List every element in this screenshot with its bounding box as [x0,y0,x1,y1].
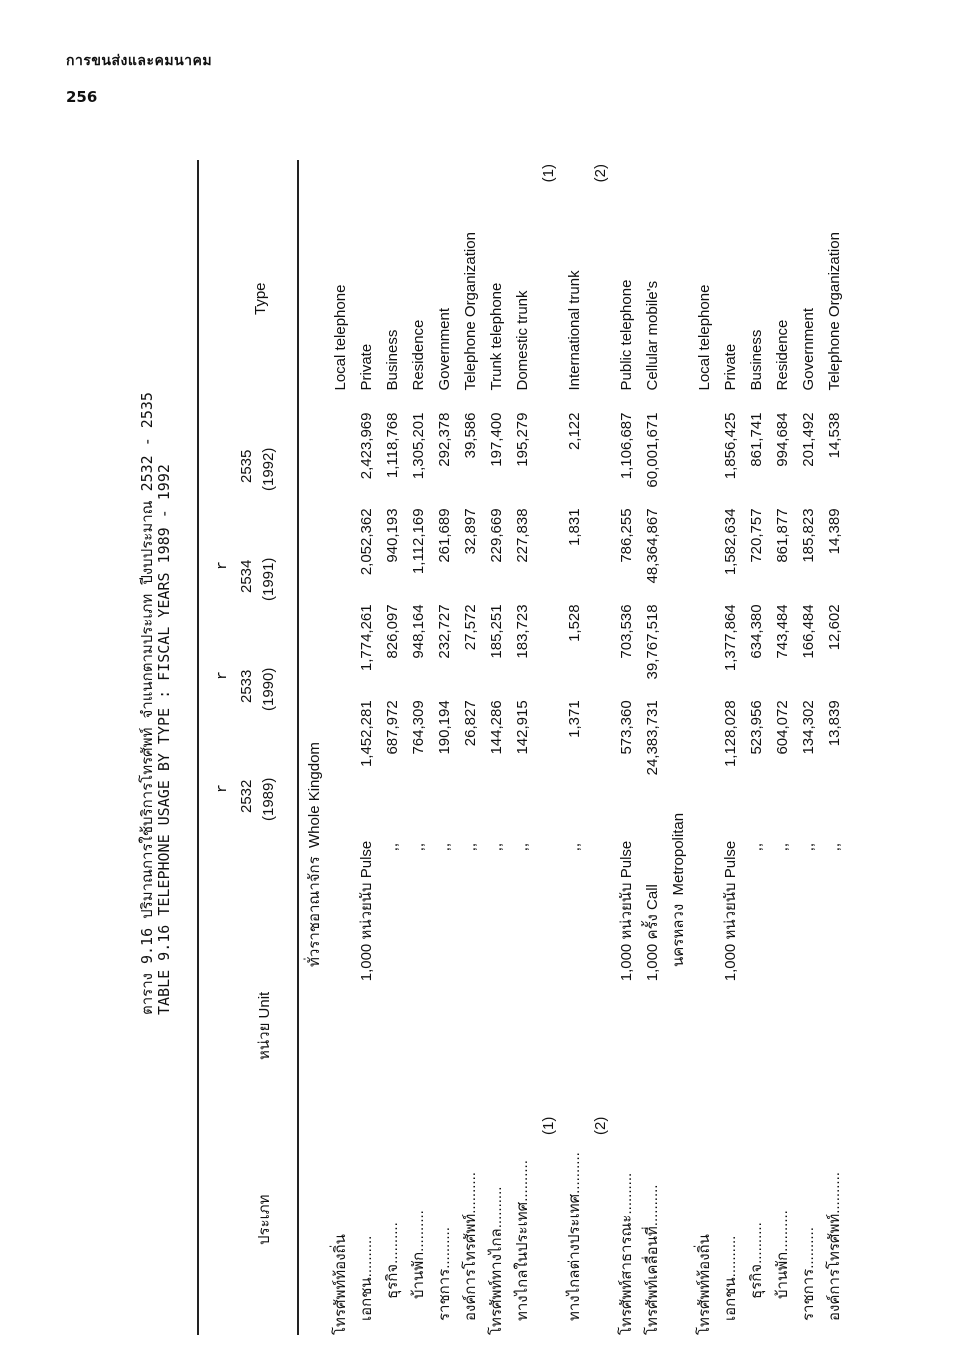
row-type-english: Trunk telephone [488,282,505,391]
row-value-2532: 1,371 [566,700,583,738]
row-value-2535: 1,106,687 [618,412,635,480]
row-unit [406,796,432,981]
section-header [302,160,328,1335]
page-number: 256 [66,88,98,106]
row-value-2532: 190,194 [436,700,453,755]
column-header-type-english: Type [252,282,269,315]
row-type-thai: (1) [540,1116,557,1135]
row-value-2532: 1,452,281 [358,700,375,768]
row-value-2533: 1,377,864 [722,604,739,672]
telephone-usage-table-region [130,160,890,1335]
row-unit-text: ,, [410,842,427,852]
table-row [614,160,640,1335]
row-value-2532: 144,286 [488,700,505,755]
row-type-english: Local telephone [696,284,713,391]
row-value-2534: 940,193 [384,508,401,563]
row-value-2535: 39,586 [462,412,479,459]
row-value-2534 [692,508,718,604]
row-unit [744,796,770,981]
row-value-2535: 994,684 [774,412,791,467]
column-header-year-2532: 2532 [238,779,255,813]
table-row [406,160,432,1335]
row-type-english: Local telephone [332,284,349,391]
row-type-thai: (2) [592,1116,609,1135]
revised-flag-2533: r [214,670,231,680]
row-type-english: Domestic trunk [514,290,531,391]
table-caption-thai: ตาราง 9.16 ปริมาณการใช้บริการโทรศัพท์ จำแนกตามประเภท ปีงบประมาณ 2532 - 2535 [138,392,156,1015]
row-type-thai: บ้านพัก.......... [774,1210,791,1299]
header-bottom-rule [297,160,299,1335]
section-header [666,160,692,1335]
row-type-thai: ธุรกิจ.......... [748,1222,765,1299]
column-header-year-2534: 2534 [238,559,255,593]
row-unit [796,796,822,981]
row-value-2535: 1,305,201 [410,412,427,480]
row-type-english: Business [384,329,401,391]
row-type-thai: ทางไกลต่างประเทศ.......... [566,1152,583,1321]
row-unit-text: ,, [488,842,505,852]
table-top-rule [197,160,199,1335]
row-value-2534 [536,508,562,604]
row-value-2535: 195,279 [514,412,531,467]
telephone-usage-table [302,160,848,1335]
row-unit [380,796,406,981]
row-value-2533 [536,604,562,700]
row-unit-text: ,, [514,842,531,852]
row-type-thai: ราชการ.......... [800,1227,817,1321]
row-value-2534: 229,669 [488,508,505,563]
table-row [510,160,536,1335]
row-type-thai: ราชการ.......... [436,1227,453,1321]
row-value-2533: 948,164 [410,604,427,659]
section-header-row [302,160,328,1335]
row-value-2532: 523,956 [748,700,765,755]
row-value-2532 [536,700,562,796]
row-value-2535: 1,856,425 [722,412,739,480]
row-unit [770,796,796,981]
row-unit [510,796,536,981]
row-type-thai: บ้านพัก.......... [410,1210,427,1299]
row-unit [432,796,458,981]
table-row [328,160,354,1335]
row-value-2533: 1,528 [566,604,583,642]
row-type-thai: เอกชน.......... [722,1235,739,1321]
row-value-2535 [328,413,354,509]
section-label-thai: นครหลวง [670,903,687,967]
row-value-2534: 48,364,867 [644,508,661,584]
section-header-row [666,160,692,1335]
row-value-2534: 861,877 [774,508,791,563]
revised-flag-2534: r [214,560,231,570]
section-label-english: Whole Kingdom [306,742,323,848]
row-value-2533: 634,380 [748,604,765,659]
table-row [588,160,614,1335]
row-type-english: Cellular mobile's [644,280,661,391]
column-header-year-2535: 2535 [238,449,255,483]
row-value-2534 [328,508,354,604]
row-value-2534: 1,831 [566,508,583,546]
row-value-2535: 292,378 [436,412,453,467]
row-type-english: Telephone Organization [462,232,479,391]
row-value-2532 [328,700,354,796]
row-type-english: Government [800,307,817,391]
row-type-english: Telephone Organization [826,232,843,391]
row-value-2535: 197,400 [488,412,505,467]
row-unit-text: 1,000 หน่วยนับ Pulse [722,840,739,982]
section-label-thai: ทั่วราชอาณาจักร [306,856,323,967]
row-value-2534: 32,897 [462,508,479,555]
row-type-thai: องค์การโทรศัพท์.......... [826,1172,843,1321]
row-value-2534: 720,757 [748,508,765,563]
table-row [484,160,510,1335]
row-value-2532: 1,128,028 [722,700,739,768]
row-value-2532: 26,827 [462,700,479,747]
table-row [640,160,666,1335]
row-unit [692,796,718,981]
row-type-thai: โทรศัพท์ทางไกล.......... [488,1186,505,1335]
row-value-2532: 764,309 [410,700,427,755]
row-unit [458,796,484,981]
row-value-2532: 134,302 [800,700,817,755]
row-unit [354,796,380,981]
section-label-english: Metropolitan [670,812,687,896]
row-unit [614,796,640,981]
row-type-english: (2) [592,164,609,183]
column-header-type-thai: ประเภท [256,1194,273,1245]
row-value-2533: 826,097 [384,604,401,659]
row-type-english: Residence [774,319,791,391]
row-unit-text: ,, [462,842,479,852]
row-value-2532: 142,915 [514,700,531,755]
row-value-2532: 573,360 [618,700,635,755]
table-row [822,160,848,1335]
row-unit-text: ,, [800,842,817,852]
row-type-english: Private [722,343,739,391]
row-unit-text: ,, [774,842,791,852]
row-unit [588,796,614,981]
table-caption-english: TABLE 9.16 TELEPHONE USAGE BY TYPE : FISCAL YEARS 1989 - 1992 [155,464,173,1015]
row-unit-text: ,, [566,842,583,852]
row-value-2533: 743,484 [774,604,791,659]
row-value-2535 [692,413,718,509]
table-row [458,160,484,1335]
column-header-year-1991: (1991) [260,557,277,601]
row-value-2534: 2,052,362 [358,508,375,576]
row-value-2535: 201,492 [800,412,817,467]
row-value-2533: 27,572 [462,604,479,651]
row-type-english: Residence [410,319,427,391]
row-unit-text: 1,000 หน่วยนับ Pulse [618,840,635,982]
table-row [770,160,796,1335]
row-unit-text: ,, [748,842,765,852]
row-value-2533 [328,604,354,700]
column-header-year-1990: (1990) [260,667,277,711]
row-value-2534: 261,689 [436,508,453,563]
row-unit-text: 1,000 หน่วยนับ Pulse [358,840,375,982]
table-row [692,160,718,1335]
row-value-2532: 13,839 [826,700,843,747]
row-unit-text: 1,000 ครั้ง Call [644,884,661,982]
row-type-thai: โทรศัพท์สาธารณะ.......... [618,1172,635,1335]
row-value-2532: 24,383,731 [644,700,661,776]
row-value-2534: 227,838 [514,508,531,563]
row-type-thai: องค์การโทรศัพท์.......... [462,1172,479,1321]
row-value-2535 [536,413,562,509]
row-type-english: (1) [540,164,557,183]
table-row [536,160,562,1335]
row-value-2532: 604,072 [774,700,791,755]
row-value-2535: 861,741 [748,412,765,467]
column-header-year-1989: (1989) [260,777,277,821]
row-value-2533: 12,602 [826,604,843,651]
column-header-year-2533: 2533 [238,669,255,703]
row-value-2533: 166,484 [800,604,817,659]
row-unit [822,796,848,981]
row-unit-text: ,, [436,842,453,852]
row-value-2533: 185,251 [488,604,505,659]
table-row [744,160,770,1335]
table-row [354,160,380,1335]
row-unit [328,796,354,981]
row-unit [536,796,562,981]
row-value-2532: 687,972 [384,700,401,755]
row-type-english: Private [358,343,375,391]
row-value-2534: 1,582,634 [722,508,739,576]
row-value-2535: 1,118,768 [384,412,401,479]
row-value-2533: 1,774,261 [358,604,375,672]
revised-flag-2532: r [214,783,231,793]
page-header [66,50,212,106]
row-unit [718,796,744,981]
row-value-2534: 1,112,169 [410,508,427,575]
row-unit-text: ,, [384,842,401,852]
row-value-2532 [588,700,614,796]
row-type-thai: โทรศัพท์เคลื่อนที่.......... [644,1184,661,1335]
row-value-2534: 185,823 [800,508,817,563]
row-value-2533: 232,727 [436,604,453,659]
table-row [718,160,744,1335]
column-header-unit: หน่วย Unit [256,991,273,1060]
row-unit [562,796,588,981]
row-value-2535: 14,538 [826,412,843,459]
table-row [562,160,588,1335]
row-value-2535: 2,423,969 [358,412,375,480]
row-type-thai: โทรศัพท์ท้องถิ่น [332,1234,349,1335]
row-value-2535: 2,122 [566,412,583,451]
page-header-title: การขนส่งและคมนาคม [66,53,213,69]
row-value-2533: 183,723 [514,604,531,659]
row-type-english: International trunk [566,270,583,391]
row-type-thai: โทรศัพท์ท้องถิ่น [696,1234,713,1335]
table-row [380,160,406,1335]
row-type-thai: ทางไกลในประเทศ.......... [514,1160,531,1321]
row-value-2535: 60,001,671 [644,412,661,488]
row-value-2534 [588,508,614,604]
column-header-year-1992: (1992) [260,447,277,491]
row-type-english: Business [748,329,765,391]
row-type-english: Public telephone [618,279,635,391]
row-value-2533 [692,604,718,700]
row-value-2532 [692,700,718,796]
row-unit-text: ,, [826,842,843,852]
row-unit [484,796,510,981]
row-unit [640,796,666,981]
row-type-english: Government [436,307,453,391]
row-value-2533 [588,604,614,700]
table-body [302,160,848,1335]
row-value-2533: 703,536 [618,604,635,659]
row-type-thai: ธุรกิจ.......... [384,1222,401,1299]
row-value-2533: 39,767,518 [644,604,661,680]
row-type-thai: เอกชน.......... [358,1235,375,1321]
table-row [432,160,458,1335]
row-value-2534: 14,389 [826,508,843,555]
table-row [796,160,822,1335]
row-value-2535 [588,413,614,509]
row-value-2534: 786,255 [618,508,635,563]
